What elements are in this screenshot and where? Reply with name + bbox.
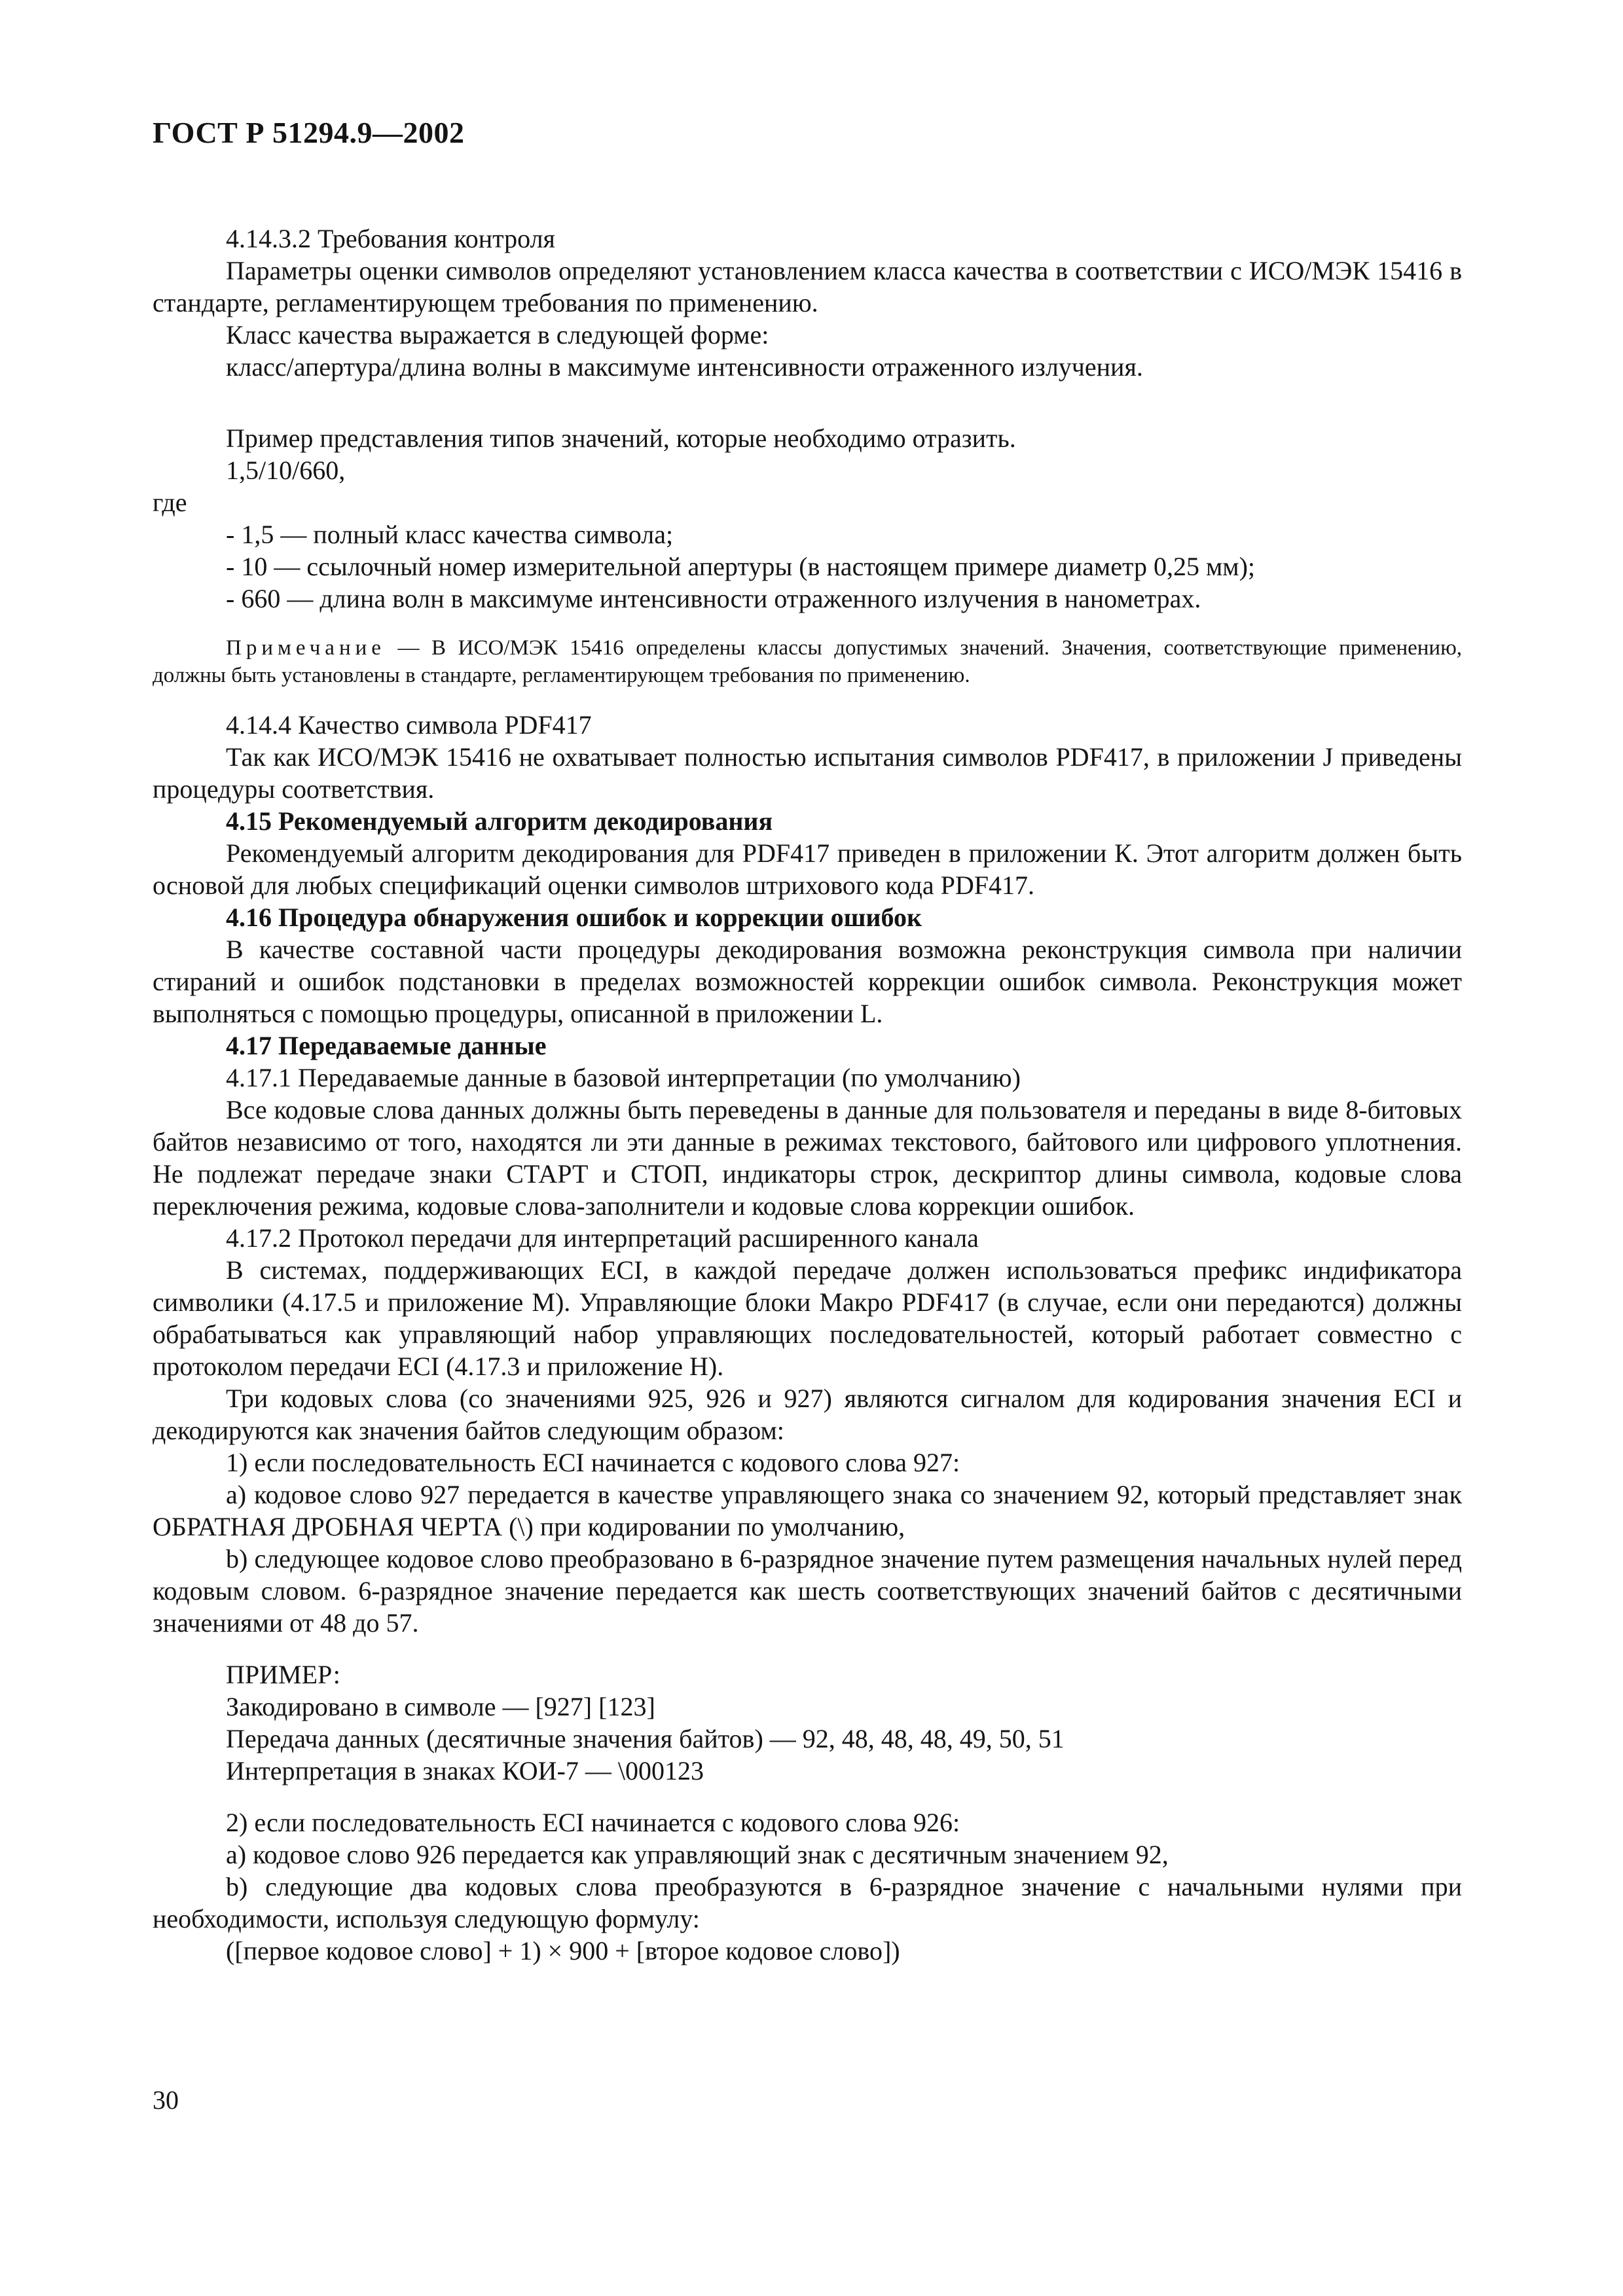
section-4-14-3-2-heading: 4.14.3.2 Требования контроля xyxy=(226,224,555,253)
spacer xyxy=(153,615,1462,634)
case-2-item-b: b) следующие два кодовых слова преобразуются в 6-разрядное значение с начальными нулями при необходимости, используя следующую формулу: xyxy=(153,1872,1462,1933)
section-4-14-4-text: Так как ИСО/МЭК 15416 не охватывает полностью испытания символов PDF417, в приложении J приведены процедуры соответствия. xyxy=(153,742,1462,804)
standard-header: ГОСТ Р 51294.9—2002 xyxy=(153,116,465,149)
example-intro: Пример представления типов значений, которые необходимо отразить. xyxy=(226,423,1016,453)
case-1-item-a: a) кодовое слово 927 передается в качестве управляющего знака со значением 92, который представляет знак ОБРАТНАЯ ДРОБНАЯ ЧЕРТА (\) при кодировании по умолчанию, xyxy=(153,1480,1462,1541)
example-interpret: Интерпретация в знаках КОИ-7 — \000123 xyxy=(226,1756,704,1785)
where-item-2: - 10 — ссылочный номер измерительной апертуры (в настоящем примере диаметр 0,25 мм); xyxy=(226,552,1256,581)
spacer xyxy=(153,383,1462,422)
example-transmit: Передача данных (десятичные значения байтов) — 92, 48, 48, 48, 49, 50, 51 xyxy=(226,1724,1065,1753)
section-4-17-2-text-2: Три кодовых слова (со значениями 925, 926 и 927) являются сигналом для кодирования значения ECI и декодируются как значения байтов следующим образом: xyxy=(153,1384,1462,1445)
spacer xyxy=(153,1787,1462,1806)
class-form-line: Класс качества выражается в следующей форме: xyxy=(226,320,769,350)
formula: ([первое кодовое слово] + 1) × 900 + [второе кодовое слово]) xyxy=(226,1936,900,1965)
section-4-15-text: Рекомендуемый алгоритм декодирования для PDF417 приведен в приложении К. Этот алгоритм должен быть основой для любых спецификаций оценки символов штрихового кода PDF417. xyxy=(153,838,1462,900)
note-paragraph xyxy=(153,634,1462,689)
example-label: ПРИМЕР: xyxy=(226,1660,340,1689)
section-4-14-3-2-paragraph: Параметры оценки символов определяют установлением класса качества в соответствии с ИСО/МЭК 15416 в стандарте, регламентирующем требования по применению. xyxy=(153,256,1462,317)
where-item-1: - 1,5 — полный класс качества символа; xyxy=(226,520,674,549)
section-4-16-heading: 4.16 Процедура обнаружения ошибок и коррекции ошибок xyxy=(226,903,922,932)
section-4-17-1-heading: 4.17.1 Передаваемые данные в базовой интерпретации (по умолчанию) xyxy=(226,1063,1021,1092)
case-1-intro: 1) если последовательность ECI начинается с кодового слова 927: xyxy=(226,1448,960,1477)
example-value: 1,5/10/660, xyxy=(226,456,346,485)
section-4-17-2-text-1: В системах, поддерживающих ECI, в каждой передаче должен использоваться префикс индификатора символики (4.17.5 и приложение М). Управляющие блоки Макро PDF417 (в случае, если они передаются) должны обрабатываться как управляющий набор управляющих последовательностей, который работает совместно с протоколом передачи ECI (4.17.3 и приложение Н). xyxy=(153,1255,1463,1381)
note-text: — В ИСО/МЭК 15416 определены классы допустимых значений. Значения, соответствующие применению, должны быть установлены в стандарте, регламентирующем требования по применению. xyxy=(153,636,1462,687)
section-4-14-4-heading: 4.14.4 Качество символа PDF417 xyxy=(226,710,592,740)
spacer xyxy=(153,689,1462,709)
where-item-3: - 660 — длина волн в максимуме интенсивности отраженного излучения в нанометрах. xyxy=(226,584,1201,613)
note-label: Примечание xyxy=(226,636,386,660)
section-4-17-2-heading: 4.17.2 Протокол передачи для интерпретаций расширенного канала xyxy=(226,1223,979,1253)
example-encoded: Закодировано в символе — [927] [123] xyxy=(226,1692,655,1721)
case-1-item-b: b) следующее кодовое слово преобразовано в 6-разрядное значение путем размещения начальных нулей перед кодовым словом. 6-разрядное значение передается как шесть соответствующих значений байтов с десятичными значениями от 48 до 57. xyxy=(153,1544,1462,1638)
case-2-intro: 2) если последовательность ECI начинается с кодового слова 926: xyxy=(226,1808,960,1837)
section-4-17-1-text: Все кодовые слова данных должны быть переведены в данные для пользователя и переданы в виде 8-битовых байтов независимо от того, находятся ли эти данные в режимах текстового, байтового или цифрового уплотнения. Не подлежат передаче знаки СТАРТ и СТОП, индикаторы строк, дескриптор длины символа, кодовые слова переключения режима, кодовые слова-заполнители и кодовые слова коррекции ошибок. xyxy=(153,1095,1462,1221)
section-4-16-text: В качестве составной части процедуры декодирования возможна реконструкция символа при наличии стираний и ошибок подстановки в пределах возможностей коррекции ошибок символа. Реконструкция может выполняться с помощью процедуры, описанной в приложении L. xyxy=(153,935,1462,1028)
section-4-15-heading: 4.15 Рекомендуемый алгоритм декодирования xyxy=(226,806,773,836)
document-body xyxy=(153,223,1462,1967)
case-2-item-a: a) кодовое слово 926 передается как управляющий знак с десятичным значением 92, xyxy=(226,1840,1169,1869)
where-label: где xyxy=(153,488,187,517)
page-number: 30 xyxy=(153,2085,179,2115)
spacer xyxy=(153,1639,1462,1659)
section-4-17-heading: 4.17 Передаваемые данные xyxy=(226,1031,547,1060)
class-formula-line: класс/апертура/длина волны в максимуме интенсивности отраженного излучения. xyxy=(226,352,1143,382)
